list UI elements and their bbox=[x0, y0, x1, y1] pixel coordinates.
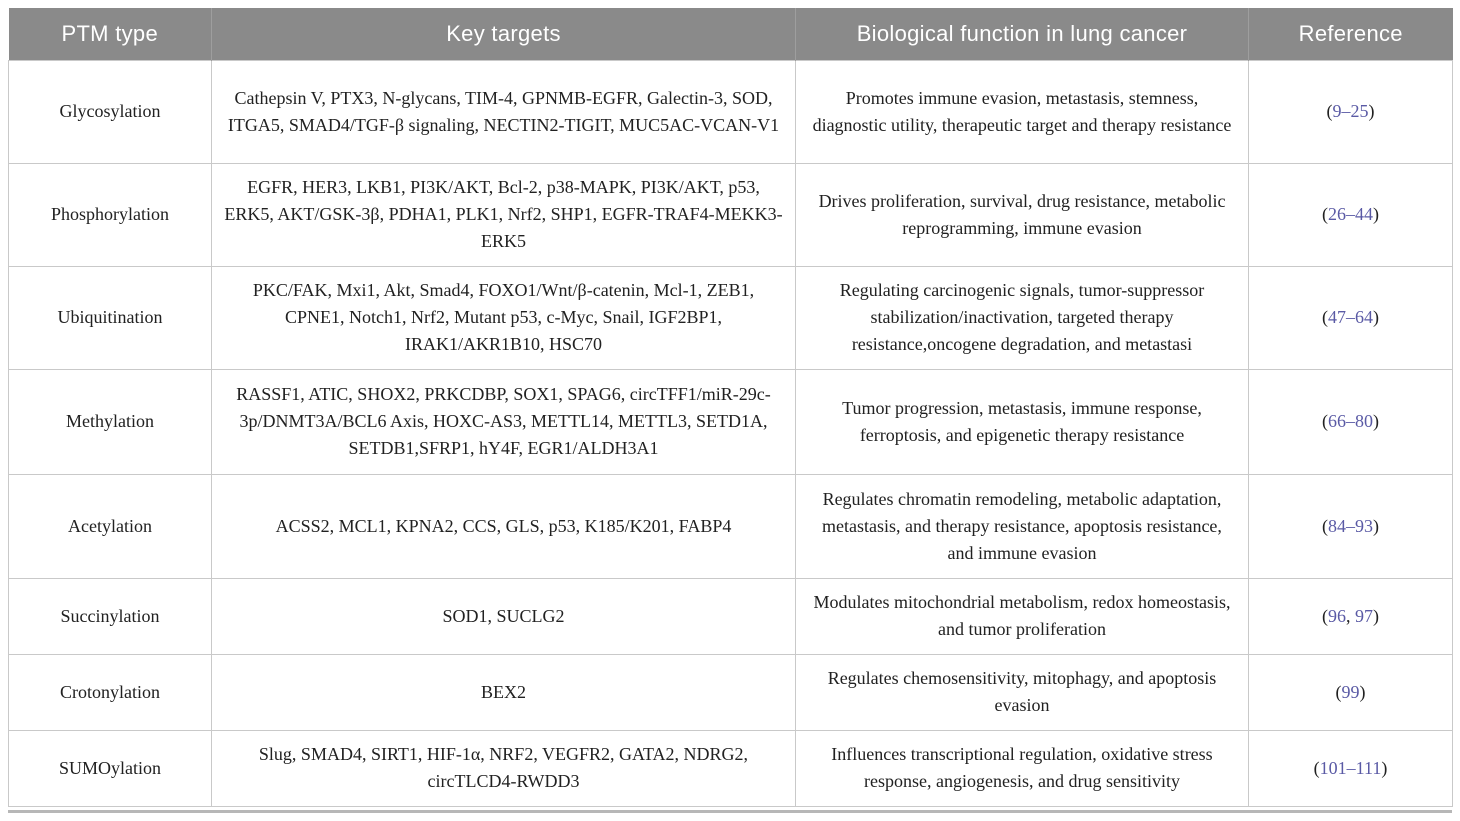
reference-link[interactable]: 47–64 bbox=[1328, 307, 1373, 327]
header-cell-targets: Key targets bbox=[212, 8, 796, 60]
function-cell: Regulates chemosensitivity, mitophagy, and apoptosis evasion bbox=[796, 654, 1249, 730]
ptm-type-cell: Phosphorylation bbox=[9, 163, 212, 266]
reference-link[interactable]: 26–44 bbox=[1328, 204, 1373, 224]
table-row bbox=[9, 266, 1453, 369]
reference-cell bbox=[1249, 60, 1453, 163]
function-cell: Tumor progression, metastasis, immune response, ferroptosis, and epigenetic therapy resistance bbox=[796, 369, 1249, 474]
header-cell-function: Biological function in lung cancer bbox=[796, 8, 1249, 60]
table-row bbox=[9, 369, 1453, 474]
table-row bbox=[9, 60, 1453, 163]
reference-text: ) bbox=[1373, 515, 1379, 536]
function-cell: Promotes immune evasion, metastasis, stemness, diagnostic utility, therapeutic target and therapy resistance bbox=[796, 60, 1249, 163]
reference-link[interactable]: 99 bbox=[1341, 681, 1360, 702]
header-cell-ptm: PTM type bbox=[9, 8, 212, 60]
ptm-type-cell: Crotonylation bbox=[9, 654, 212, 730]
ptm-table bbox=[8, 8, 1453, 807]
key-targets-cell: RASSF1, ATIC, SHOX2, PRKCDBP, SOX1, SPAG6, circTFF1/miR-29c-3p/DNMT3A/BCL6 Axis, HOXC-AS3, METTL14, METTL3, SETD1A, SETDB1,SFRP1, hY4F, EGR1/ALDH3A1 bbox=[212, 369, 796, 474]
reference-text: ( bbox=[1326, 101, 1333, 121]
reference-cell bbox=[1249, 654, 1453, 730]
function-cell: Drives proliferation, survival, drug resistance, metabolic reprogramming, immune evasion bbox=[796, 163, 1249, 266]
key-targets-cell: PKC/FAK, Mxi1, Akt, Smad4, FOXO1/Wnt/β-catenin, Mcl-1, ZEB1, CPNE1, Notch1, Nrf2, Mutant p53, c-Myc, Snail, IGF2BP1, IRAK1/AKR1B10, HSC70 bbox=[212, 266, 796, 369]
reference-text: ( bbox=[1322, 515, 1328, 536]
table-row bbox=[9, 163, 1453, 266]
document-page bbox=[8, 8, 1452, 813]
reference-text: ( bbox=[1313, 757, 1320, 778]
key-targets-cell: Slug, SMAD4, SIRT1, HIF-1α, NRF2, VEGFR2, GATA2, NDRG2, circTLCD4-RWDD3 bbox=[212, 730, 796, 806]
reference-link[interactable]: 97 bbox=[1355, 605, 1373, 626]
reference-text: ( bbox=[1335, 681, 1342, 702]
reference-link[interactable]: 66–80 bbox=[1328, 411, 1373, 431]
reference-text: ( bbox=[1322, 605, 1328, 626]
reference-text: ) bbox=[1373, 605, 1379, 626]
reference-text: ) bbox=[1368, 101, 1375, 121]
ptm-type-cell: Acetylation bbox=[9, 474, 212, 578]
reference-text: ( bbox=[1322, 411, 1328, 431]
reference-link[interactable]: 101–111 bbox=[1319, 757, 1382, 778]
ptm-type-cell: Methylation bbox=[9, 369, 212, 474]
reference-link[interactable]: 9–25 bbox=[1332, 101, 1369, 121]
reference-text: ( bbox=[1322, 307, 1328, 327]
reference-text: , bbox=[1346, 605, 1355, 626]
table-row bbox=[9, 474, 1453, 578]
ptm-type-cell: Succinylation bbox=[9, 578, 212, 654]
function-cell: Regulating carcinogenic signals, tumor-suppressor stabilization/inactivation, targeted therapy resistance,oncogene degradation, and metastasi bbox=[796, 266, 1249, 369]
function-cell: Regulates chromatin remodeling, metabolic adaptation, metastasis, and therapy resistance, apoptosis resistance, and immune evasion bbox=[796, 474, 1249, 578]
reference-text: ( bbox=[1322, 204, 1328, 224]
ptm-type-cell: Glycosylation bbox=[9, 60, 212, 163]
reference-cell bbox=[1249, 369, 1453, 474]
reference-link[interactable]: 84–93 bbox=[1328, 515, 1373, 536]
reference-text: ) bbox=[1373, 204, 1379, 224]
header-row bbox=[9, 8, 1453, 60]
reference-cell bbox=[1249, 474, 1453, 578]
table-row bbox=[9, 654, 1453, 730]
key-targets-cell: SOD1, SUCLG2 bbox=[212, 578, 796, 654]
header-cell-reference: Reference bbox=[1249, 8, 1453, 60]
function-cell: Influences transcriptional regulation, oxidative stress response, angiogenesis, and drug sensitivity bbox=[796, 730, 1249, 806]
reference-cell bbox=[1249, 578, 1453, 654]
table-row bbox=[9, 578, 1453, 654]
reference-text: ) bbox=[1359, 681, 1366, 702]
reference-cell bbox=[1249, 266, 1453, 369]
key-targets-cell: EGFR, HER3, LKB1, PI3K/AKT, Bcl-2, p38-MAPK, PI3K/AKT, p53, ERK5, AKT/GSK-3β, PDHA1, PLK1, Nrf2, SHP1, EGFR-TRAF4-MEKK3-ERK5 bbox=[212, 163, 796, 266]
function-cell: Modulates mitochondrial metabolism, redox homeostasis, and tumor proliferation bbox=[796, 578, 1249, 654]
table-row bbox=[9, 730, 1453, 806]
ptm-type-cell: Ubiquitination bbox=[9, 266, 212, 369]
reference-cell bbox=[1249, 730, 1453, 806]
reference-text: ) bbox=[1381, 757, 1388, 778]
reference-text: ) bbox=[1373, 307, 1379, 327]
reference-link[interactable]: 96 bbox=[1328, 605, 1346, 626]
reference-cell bbox=[1249, 163, 1453, 266]
reference-text: ) bbox=[1373, 411, 1379, 431]
key-targets-cell: ACSS2, MCL1, KPNA2, CCS, GLS, p53, K185/K201, FABP4 bbox=[212, 474, 796, 578]
key-targets-cell: Cathepsin V, PTX3, N-glycans, TIM-4, GPNMB-EGFR, Galectin-3, SOD, ITGA5, SMAD4/TGF-β signaling, NECTIN2-TIGIT, MUC5AC-VCAN-V1 bbox=[212, 60, 796, 163]
key-targets-cell: BEX2 bbox=[212, 654, 796, 730]
ptm-type-cell: SUMOylation bbox=[9, 730, 212, 806]
